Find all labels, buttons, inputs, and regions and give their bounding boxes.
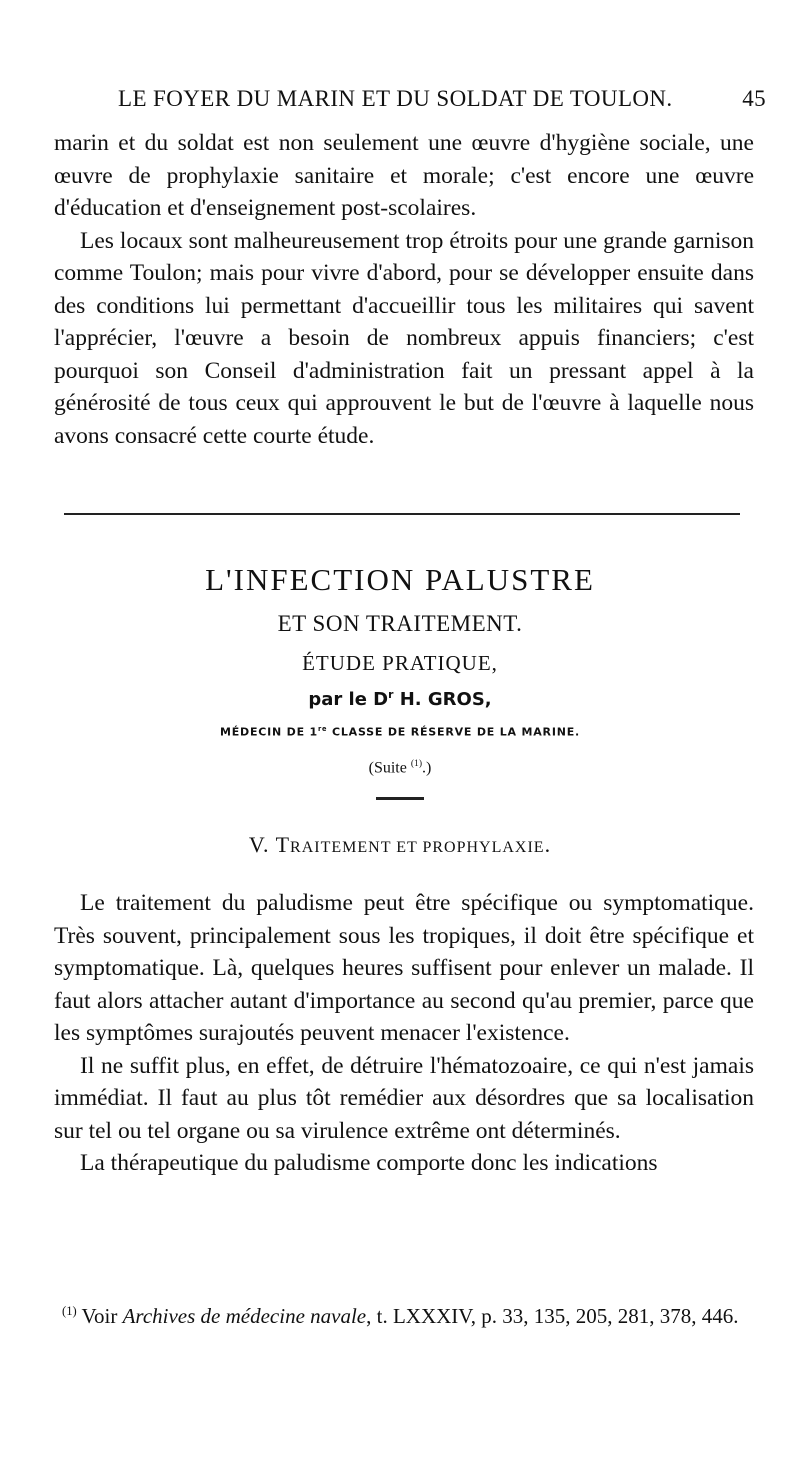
author-role: MÉDECIN DE 1re CLASSE DE RÉSERVE DE LA MARINE. (219, 725, 581, 739)
running-header (118, 86, 766, 112)
section-heading: V. TRAITEMENT ET PROPHYLAXIE. (248, 832, 552, 857)
article-subtitle: ET SON TRAITEMENT. (277, 611, 523, 636)
paragraph: Le traitement du paludisme peut être spécifique ou symptomatique. Très souvent, principalement sous les tropiques, il doit être spécifique et symptomatique. Là, quelques heures suffisent pour enlever un malade. Il faut alors attacher autant d'importance au second qu'au premier, parce que les symptômes surajoutés peuvent menacer l'existence. (54, 890, 754, 1046)
paragraph: La thérapeutique du paludisme comporte donc les indications (80, 1150, 658, 1176)
footnote: $^{(1)}$ Voir Archives de médecine navale, t. LXXXIV, p. 33, 135, 205, 281, 378, 446. (62, 1304, 739, 1328)
continuation-note: (Suite $^{(1)}$.) (368, 758, 432, 777)
journal-title: Archives de médecine navale (122, 1304, 367, 1328)
previous-article-end (54, 127, 754, 452)
running-title: LE FOYER DU MARIN ET DU SOLDAT DE TOULON. (118, 86, 673, 111)
footnote-marker: (1) (62, 1304, 77, 1318)
short-divider (376, 797, 424, 800)
paragraph: marin et du soldat est non seulement une œuvre d'hygiène sociale, une œuvre de prophylaxie sanitaire et morale; c'est encore une œuvre d'éducation et d'enseignement post-scolaires. (54, 130, 754, 221)
paragraph: Il ne suffit plus, en effet, de détruire l'hématozoaire, ce qui n'est jamais immédiat. Il faut au plus tôt remédier aux désordres que sa localisation sur tel ou tel organe ou sa virulence extrême ont déterminés. (54, 1052, 754, 1144)
page-number: 45 (742, 86, 766, 111)
article-title: L'INFECTION PALUSTRE (205, 562, 595, 597)
section-body (54, 887, 754, 1180)
article-kind: ÉTUDE PRATIQUE, (302, 651, 498, 675)
paragraph: Les locaux sont malheureusement trop étroits pour une grande garnison comme Toulon; mais pour vivre d'abord, pour se développer ensuite dans des conditions lui permettant d'accueillir tous les militaires qui savent l'apprécier, l'œuvre a besoin de nombreux appuis financiers; c'est pourquoi son Conseil d'administration fait un pressant appel à la générosité de tous ceux qui approuvent le but de l'œuvre à laquelle nous avons consacré cette courte étude. (54, 227, 754, 449)
article-author: par le $D^r$ H. GROS, (308, 688, 492, 710)
section-divider (64, 513, 740, 515)
